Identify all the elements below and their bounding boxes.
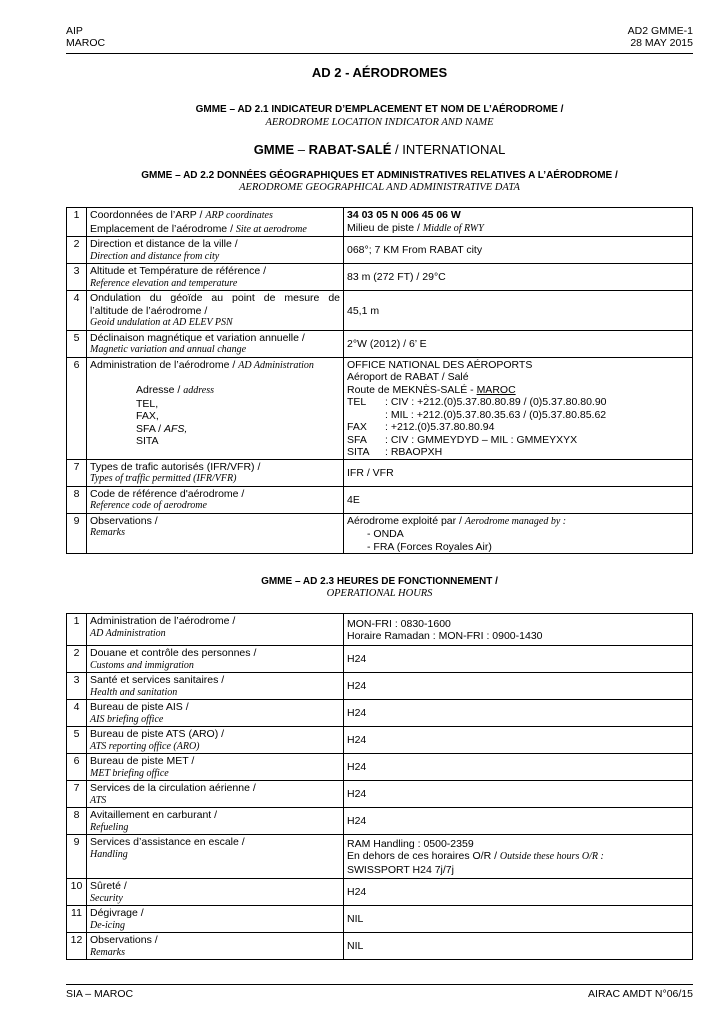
label-en: Magnetic variation and annual change <box>90 344 247 355</box>
row-value: H24 <box>344 700 693 727</box>
table-row <box>67 933 693 960</box>
section-21-heading-en: AERODROME LOCATION INDICATOR AND NAME <box>265 117 494 128</box>
header-date: 28 MAY 2015 <box>630 37 693 49</box>
table-row <box>67 330 693 357</box>
row-value: NIL <box>344 906 693 933</box>
row-number: 1 <box>67 614 87 646</box>
footer-left: SIA – MAROC <box>66 988 134 1000</box>
row-label <box>87 727 344 754</box>
sfa-label: SFA / <box>136 422 165 435</box>
section-23-heading: GMME – AD 2.3 HEURES DE FONCTIONNEMENT / <box>261 576 498 587</box>
country: MAROC <box>476 383 516 396</box>
header-left <box>66 25 105 49</box>
row-number: 3 <box>67 264 87 291</box>
aerodrome-name <box>66 142 693 157</box>
managed-by-en: Aerodrome managed by : <box>464 515 567 527</box>
table-row <box>67 808 693 835</box>
row-number: 7 <box>67 781 87 808</box>
label-en: Security <box>90 892 123 904</box>
row-label <box>87 835 344 879</box>
geographic-data-table <box>66 207 693 554</box>
row-number: 11 <box>67 906 87 933</box>
label-fr: Direction et distance de la ville / <box>90 238 238 250</box>
header-maroc: MAROC <box>66 37 106 49</box>
table-row <box>67 727 693 754</box>
row-number: 7 <box>67 459 87 486</box>
label-en: AD Administration <box>90 627 166 639</box>
label-fr: Avitaillement en carburant / <box>90 809 218 821</box>
label-en: ARP coordinates <box>205 210 273 221</box>
manager-onda: - ONDA <box>367 528 404 540</box>
row-value: H24 <box>344 781 693 808</box>
hours-ramadan: Horaire Ramadan : MON-FRI : 0900-1430 <box>347 630 543 642</box>
label-en: AIS briefing office <box>90 713 164 725</box>
label-en: Remarks <box>90 527 125 538</box>
row-label <box>87 614 344 646</box>
row-label <box>87 879 344 906</box>
label-en: AD Administration <box>238 359 314 371</box>
table-row <box>67 646 693 673</box>
row-label <box>87 781 344 808</box>
section-22-heading-en: AERODROME GEOGRAPHICAL AND ADMINISTRATIVE DATA <box>239 182 520 193</box>
outside-hours-en: Outside these hours O/R : <box>499 851 604 863</box>
row-value: H24 <box>344 754 693 781</box>
label-en: Handling <box>90 848 128 860</box>
label-fr: Bureau de piste MET / <box>90 755 195 767</box>
label-en: ATS <box>90 794 107 806</box>
header-page-id: AD2 GMME-1 <box>627 25 693 37</box>
address-label-en: address <box>183 385 215 396</box>
row-value: H24 <box>344 879 693 906</box>
table-row <box>67 673 693 700</box>
tel-civ: : CIV : +212.(0)5.37.80.80.89 / (0)5.37.80.80.90 <box>385 396 607 408</box>
operational-hours-table <box>66 613 693 960</box>
page-title: AD 2 - AÉRODROMES <box>311 65 448 80</box>
row-value <box>344 835 693 879</box>
ram-handling: RAM Handling : 0500-2359 <box>347 837 474 850</box>
row-value <box>344 513 693 554</box>
row-number: 6 <box>67 357 87 459</box>
aerodrome-type: / INTERNATIONAL <box>391 142 506 157</box>
row-value: 4E <box>344 486 693 513</box>
site-value-en: Middle of RWY <box>422 222 484 234</box>
row-label <box>87 808 344 835</box>
row-value: 83 m (272 FT) / 29°C <box>344 264 693 291</box>
row-value: H24 <box>344 727 693 754</box>
label-fr: Services d’assistance en escale / <box>90 836 245 848</box>
label-en: Refueling <box>90 821 129 833</box>
row-number: 1 <box>67 208 87 237</box>
tel-key: TEL <box>347 396 367 408</box>
row-label <box>87 237 344 264</box>
section-22-heading: GMME – AD 2.2 DONNÉES GÉOGRAPHIQUES ET ADMINISTRATIVES RELATIVES A L’AÉRODROME / <box>141 170 618 181</box>
label-en: Geoid undulation at AD ELEV PSN <box>90 317 233 328</box>
fax-label: FAX, <box>136 410 159 422</box>
label-fr: Douane et contrôle des personnes / <box>90 647 257 659</box>
table-row <box>67 208 693 237</box>
label-fr: Coordonnées de l’ARP / <box>90 209 206 221</box>
row-number: 3 <box>67 673 87 700</box>
table-row <box>67 879 693 906</box>
row-label <box>87 486 344 513</box>
table-row <box>67 264 693 291</box>
label-fr: Administration de l’aérodrome / <box>90 615 236 627</box>
outside-hours: En dehors de ces horaires O/R / <box>347 850 500 863</box>
row-label <box>87 700 344 727</box>
row-label <box>87 646 344 673</box>
row-label <box>87 357 344 459</box>
row-label <box>87 933 344 960</box>
row-label <box>87 291 344 331</box>
label-en: Customs and immigration <box>90 659 194 671</box>
sfa-key: SFA <box>347 433 367 446</box>
row-value <box>344 614 693 646</box>
row-value: H24 <box>344 673 693 700</box>
airport-name: Aéroport de RABAT / Salé <box>347 371 469 383</box>
label-fr: Santé et services sanitaires / <box>90 674 225 686</box>
label-en: ATS reporting office (ARO) <box>90 740 200 752</box>
row-number: 10 <box>67 879 87 906</box>
row-number: 6 <box>67 754 87 781</box>
table-row <box>67 781 693 808</box>
fax-key: FAX <box>347 421 367 433</box>
aerodrome-city: RABAT-SALÉ <box>308 142 392 157</box>
label-fr: Dégivrage / <box>90 907 144 919</box>
row-number: 8 <box>67 808 87 835</box>
row-value: H24 <box>344 646 693 673</box>
route-address: Route de MEKNÈS-SALÉ - <box>347 383 477 396</box>
row-label <box>87 906 344 933</box>
label-fr: Sûreté / <box>90 880 127 892</box>
row-label <box>87 264 344 291</box>
table-row <box>67 291 693 331</box>
label-en: Direction and distance from city <box>90 250 220 262</box>
label-fr: Bureau de piste ATS (ARO) / <box>90 728 225 740</box>
row-number: 4 <box>67 700 87 727</box>
table-row <box>67 513 693 554</box>
office-name: OFFICE NATIONAL DES AÉROPORTS <box>347 358 533 371</box>
row-value: NIL <box>344 933 693 960</box>
fax-value: : +212.(0)5.37.80.80.94 <box>385 421 495 433</box>
section-23-heading-en: OPERATIONAL HOURS <box>326 588 433 599</box>
row-number: 9 <box>67 513 87 554</box>
header-right <box>628 25 693 49</box>
swissport: SWISSPORT H24 7j/7j <box>347 863 454 876</box>
label-en: Reference elevation and temperature <box>90 277 238 289</box>
header-aip: AIP <box>66 25 83 37</box>
row-number: 2 <box>67 646 87 673</box>
row-label <box>87 459 344 486</box>
aerodrome-name-dash: – <box>294 142 309 157</box>
manager-fra: - FRA (Forces Royales Air) <box>367 540 492 553</box>
row-label <box>87 208 344 237</box>
sita-key: SITA <box>347 446 370 458</box>
label-en: Reference code of aerodrome <box>90 500 207 511</box>
aerodrome-code: GMME <box>253 142 295 157</box>
row-label <box>87 673 344 700</box>
address-label: Adresse / <box>136 384 184 396</box>
row-number: 4 <box>67 291 87 331</box>
row-number: 5 <box>67 330 87 357</box>
row-number: 5 <box>67 727 87 754</box>
header-rule <box>66 53 693 54</box>
row-value: H24 <box>344 808 693 835</box>
table-row <box>67 700 693 727</box>
label-fr: Altitude et Température de référence / <box>90 265 267 277</box>
row-number: 9 <box>67 835 87 879</box>
table-row <box>67 754 693 781</box>
tel-mil: : MIL : +212.(0)5.37.80.35.63 / (0)5.37.80.85.62 <box>385 408 607 421</box>
tel-label: TEL, <box>136 397 159 410</box>
label-en: Remarks <box>90 946 125 958</box>
row-label <box>87 513 344 554</box>
label-fr: Bureau de piste AIS / <box>90 701 189 713</box>
sfa-value: : CIV : GMMEYDYD – MIL : GMMEYXYX <box>385 433 578 446</box>
row-value: IFR / VFR <box>344 459 693 486</box>
label-fr: Types de trafic autorisés (IFR/VFR) / <box>90 460 261 473</box>
label-fr: Ondulation du géoïde au point de mesure de <box>90 292 340 304</box>
label-fr: Administration de l’aérodrome / <box>90 358 239 371</box>
table-row <box>67 614 693 646</box>
hours-weekday: MON-FRI : 0830-1600 <box>347 617 451 630</box>
label-fr: Déclinaison magnétique et variation annuelle / <box>90 331 305 344</box>
sita-label: SITA <box>136 435 159 447</box>
managed-by: Aérodrome exploité par / <box>347 514 465 527</box>
row-label <box>87 754 344 781</box>
table-row <box>67 357 693 459</box>
label-en: MET briefing office <box>90 767 169 779</box>
footer-right: AIRAC AMDT N°06/15 <box>588 988 693 1000</box>
site-value: Milieu de piste / <box>347 221 423 234</box>
row-value <box>344 208 693 237</box>
sita-value: : RBAOPXH <box>385 446 443 458</box>
row-number: 12 <box>67 933 87 960</box>
label-en: Site at aerodrome <box>235 223 307 235</box>
row-label <box>87 330 344 357</box>
arp-coordinates: 34 03 05 N 006 45 06 W <box>347 209 461 221</box>
row-value <box>344 357 693 459</box>
row-value: 068°; 7 KM From RABAT city <box>344 237 693 264</box>
footer-rule <box>66 984 693 985</box>
table-row <box>67 486 693 513</box>
table-row <box>67 459 693 486</box>
table-row <box>67 835 693 879</box>
label-fr: l’altitude de l’aérodrome / <box>90 304 208 317</box>
label-fr: Code de référence d'aérodrome / <box>90 487 245 500</box>
label-en: De-icing <box>90 919 125 931</box>
table-row <box>67 237 693 264</box>
label-fr: Emplacement de l’aérodrome / <box>90 222 236 235</box>
label-en: Types of traffic permitted (IFR/VFR) <box>90 473 237 484</box>
row-value: 45,1 m <box>344 291 693 331</box>
table-row <box>67 906 693 933</box>
label-fr: Observations / <box>90 514 158 527</box>
row-number: 2 <box>67 237 87 264</box>
row-number: 8 <box>67 486 87 513</box>
afs-label: AFS, <box>164 422 188 435</box>
row-value: 2°W (2012) / 6’ E <box>344 330 693 357</box>
label-en: Health and sanitation <box>90 686 178 698</box>
label-fr: Services de la circulation aérienne / <box>90 782 256 794</box>
label-fr: Observations / <box>90 934 158 946</box>
section-21-heading: GMME – AD 2.1 INDICATEUR D’EMPLACEMENT ET NOM DE L’AÉRODROME / <box>195 104 564 115</box>
